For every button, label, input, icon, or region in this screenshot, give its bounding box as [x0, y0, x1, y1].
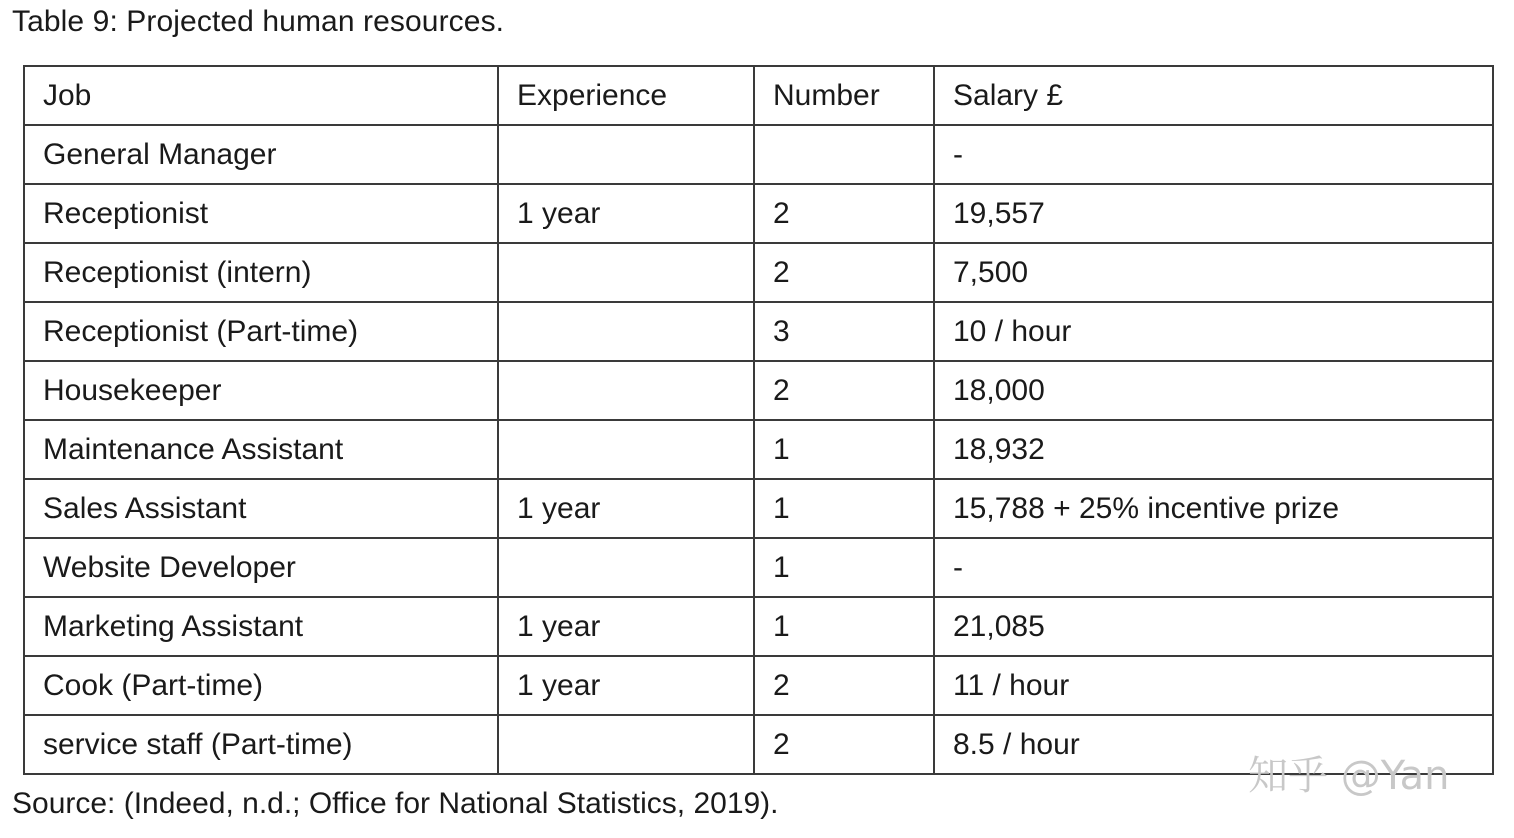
table-row	[24, 420, 1493, 479]
cell-number: 1	[754, 538, 934, 597]
cell-job: Maintenance Assistant	[24, 420, 498, 479]
cell-experience: 1 year	[498, 597, 754, 656]
table-row	[24, 125, 1493, 184]
cell-experience	[498, 125, 754, 184]
table-caption: Table 9: Projected human resources.	[12, 5, 505, 38]
cell-job: Housekeeper	[24, 361, 498, 420]
cell-job: service staff (Part-time)	[24, 715, 498, 774]
cell-experience: 1 year	[498, 656, 754, 715]
cell-number: 2	[754, 243, 934, 302]
cell-job: Website Developer	[24, 538, 498, 597]
table-row	[24, 597, 1493, 656]
header-experience: Experience	[498, 66, 754, 125]
cell-salary: 10 / hour	[934, 302, 1493, 361]
cell-experience: 1 year	[498, 184, 754, 243]
cell-salary: 19,557	[934, 184, 1493, 243]
table-row	[24, 184, 1493, 243]
cell-job: Receptionist (intern)	[24, 243, 498, 302]
zhihu-watermark: 知乎 @Yan	[1248, 753, 1450, 799]
cell-salary: 21,085	[934, 597, 1493, 656]
cell-job: General Manager	[24, 125, 498, 184]
cell-number: 1	[754, 479, 934, 538]
table-header-row	[24, 66, 1493, 125]
cell-job: Marketing Assistant	[24, 597, 498, 656]
cell-number: 1	[754, 420, 934, 479]
cell-salary: 7,500	[934, 243, 1493, 302]
table-row	[24, 302, 1493, 361]
cell-experience: 1 year	[498, 479, 754, 538]
table-row	[24, 538, 1493, 597]
cell-job: Sales Assistant	[24, 479, 498, 538]
cell-job: Receptionist (Part-time)	[24, 302, 498, 361]
cell-number: 2	[754, 361, 934, 420]
cell-salary: -	[934, 125, 1493, 184]
cell-salary: 18,000	[934, 361, 1493, 420]
cell-job: Cook (Part-time)	[24, 656, 498, 715]
source-citation: Source: (Indeed, n.d.; Office for National Statistics, 2019).	[12, 787, 779, 820]
cell-experience	[498, 420, 754, 479]
cell-experience	[498, 715, 754, 774]
cell-number: 1	[754, 597, 934, 656]
cell-number: 2	[754, 184, 934, 243]
cell-experience	[498, 361, 754, 420]
cell-number	[754, 125, 934, 184]
cell-experience	[498, 302, 754, 361]
cell-salary: 11 / hour	[934, 656, 1493, 715]
table-row	[24, 361, 1493, 420]
header-job: Job	[24, 66, 498, 125]
cell-salary: 18,932	[934, 420, 1493, 479]
table-row	[24, 656, 1493, 715]
header-salary: Salary £	[934, 66, 1493, 125]
cell-experience	[498, 243, 754, 302]
cell-salary: -	[934, 538, 1493, 597]
cell-number: 2	[754, 656, 934, 715]
table-row	[24, 479, 1493, 538]
cell-experience	[498, 538, 754, 597]
table-row	[24, 243, 1493, 302]
header-number: Number	[754, 66, 934, 125]
cell-salary: 15,788 + 25% incentive prize	[934, 479, 1493, 538]
cell-job: Receptionist	[24, 184, 498, 243]
cell-number: 3	[754, 302, 934, 361]
cell-salary: 8.5 / hour	[934, 715, 1493, 774]
human-resources-table	[23, 65, 1494, 775]
cell-number: 2	[754, 715, 934, 774]
